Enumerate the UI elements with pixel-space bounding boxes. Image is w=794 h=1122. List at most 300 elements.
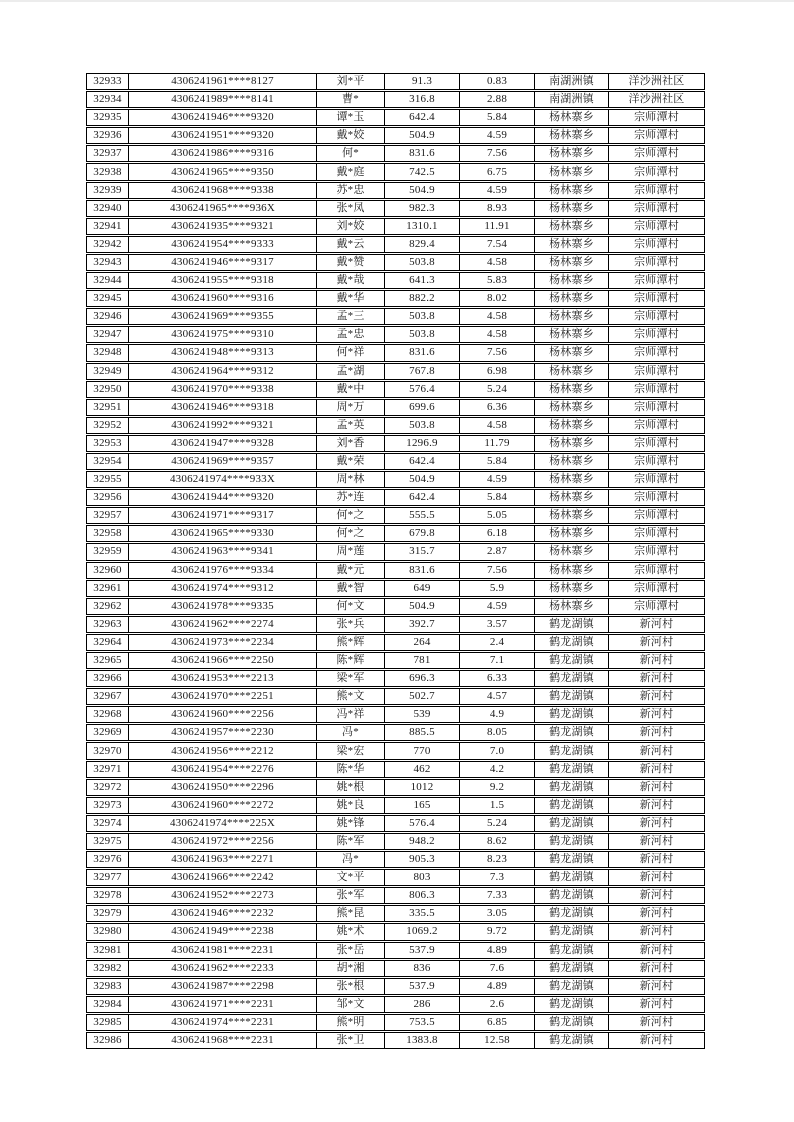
cell-amount: 831.6 (384, 345, 459, 360)
cell-village: 新河村 (608, 671, 704, 686)
cell-secondary-amount: 6.85 (459, 1015, 534, 1030)
cell-serial-number: 32963 (93, 617, 122, 630)
cell-amount: 503.8 (384, 309, 459, 324)
cell-masked-name: 戴*华 (316, 291, 384, 306)
cell-masked-id-number: 4306241981****2231 (128, 943, 316, 958)
cell-serial-number: 32956 (93, 491, 122, 504)
cell-township: 鹤龙湖镇 (534, 997, 608, 1012)
cell-amount: 504.9 (384, 128, 459, 143)
table-row (86, 779, 705, 796)
cell-village: 新河村 (608, 924, 704, 939)
cell-township: 鹤龙湖镇 (534, 852, 608, 867)
cell-masked-id-number: 4306241950****2296 (128, 780, 316, 795)
cell-amount: 1310.1 (384, 219, 459, 234)
cell-serial-number: 32951 (93, 400, 122, 413)
cell-village: 宗师潭村 (608, 237, 704, 252)
cell-masked-name: 何*文 (316, 599, 384, 614)
cell-masked-id-number: 4306241974****225X (128, 816, 316, 831)
cell-masked-id-number: 4306241973****2234 (128, 635, 316, 650)
table-row (86, 218, 705, 235)
cell-village: 宗师潭村 (608, 581, 704, 596)
cell-village: 新河村 (608, 689, 704, 704)
table-row (86, 163, 705, 180)
cell-masked-id-number: 4306241960****9316 (128, 291, 316, 306)
cell-township: 鹤龙湖镇 (534, 906, 608, 921)
cell-secondary-amount: 4.59 (459, 183, 534, 198)
cell-serial-number: 32975 (93, 834, 122, 847)
cell-masked-id-number: 4306241971****9317 (128, 508, 316, 523)
table-row (86, 453, 705, 470)
cell-masked-name: 张*兵 (316, 617, 384, 632)
cell-masked-name: 冯*祥 (316, 707, 384, 722)
cell-village: 新河村 (608, 906, 704, 921)
cell-secondary-amount: 4.89 (459, 943, 534, 958)
cell-masked-id-number: 4306241951****9320 (128, 128, 316, 143)
cell-serial-number: 32948 (93, 346, 122, 359)
cell-secondary-amount: 4.59 (459, 128, 534, 143)
cell-township: 鹤龙湖镇 (534, 707, 608, 722)
cell-masked-name: 戴*元 (316, 563, 384, 578)
cell-masked-name: 陈*军 (316, 834, 384, 849)
cell-serial-number: 32942 (93, 237, 122, 250)
cell-serial-number: 32933 (93, 75, 122, 88)
cell-village: 宗师潭村 (608, 219, 704, 234)
cell-township: 鹤龙湖镇 (534, 743, 608, 758)
table-row (86, 942, 705, 959)
cell-serial-number: 32935 (93, 111, 122, 124)
cell-masked-id-number: 4306241948****9313 (128, 345, 316, 360)
cell-masked-id-number: 4306241946****9320 (128, 110, 316, 125)
cell-secondary-amount: 8.05 (459, 725, 534, 740)
cell-secondary-amount: 8.02 (459, 291, 534, 306)
cell-township: 鹤龙湖镇 (534, 617, 608, 632)
cell-township: 杨林寨乡 (534, 255, 608, 270)
cell-masked-name: 何*之 (316, 508, 384, 523)
cell-village: 新河村 (608, 780, 704, 795)
table-row (86, 1014, 705, 1031)
table-row (86, 326, 705, 343)
cell-amount: 642.4 (384, 490, 459, 505)
table-row (86, 127, 705, 144)
cell-masked-id-number: 4306241989****8141 (128, 92, 316, 107)
table-row (86, 851, 705, 868)
cell-masked-name: 谭*玉 (316, 110, 384, 125)
cell-masked-name: 姚*锋 (316, 816, 384, 831)
table-row (86, 471, 705, 488)
cell-village: 新河村 (608, 617, 704, 632)
cell-masked-name: 苏*忠 (316, 183, 384, 198)
cell-amount: 539 (384, 707, 459, 722)
cell-masked-name: 何*之 (316, 526, 384, 541)
cell-township: 鹤龙湖镇 (534, 653, 608, 668)
cell-village: 宗师潭村 (608, 146, 704, 161)
cell-masked-name: 张*岳 (316, 943, 384, 958)
cell-serial-number: 32955 (93, 473, 122, 486)
cell-serial-number: 32976 (93, 853, 122, 866)
cell-secondary-amount: 3.57 (459, 617, 534, 632)
cell-serial-number: 32986 (93, 1034, 122, 1047)
cell-masked-name: 孟*三 (316, 309, 384, 324)
cell-village: 新河村 (608, 943, 704, 958)
cell-secondary-amount: 7.3 (459, 870, 534, 885)
cell-serial-number: 32982 (93, 961, 122, 974)
cell-township: 杨林寨乡 (534, 364, 608, 379)
cell-village: 新河村 (608, 870, 704, 885)
cell-masked-name: 刘*平 (316, 74, 384, 89)
table-row (86, 290, 705, 307)
cell-township: 杨林寨乡 (534, 418, 608, 433)
cell-masked-name: 戴*中 (316, 382, 384, 397)
cell-masked-id-number: 4306241954****9333 (128, 237, 316, 252)
cell-secondary-amount: 7.6 (459, 961, 534, 976)
cell-township: 杨林寨乡 (534, 219, 608, 234)
cell-village: 新河村 (608, 743, 704, 758)
table-row (86, 996, 705, 1013)
cell-amount: 767.8 (384, 364, 459, 379)
cell-secondary-amount: 5.9 (459, 581, 534, 596)
cell-masked-name: 陈*华 (316, 762, 384, 777)
table-row (86, 978, 705, 995)
cell-serial-number: 32952 (93, 418, 122, 431)
table-row (86, 652, 705, 669)
cell-amount: 504.9 (384, 472, 459, 487)
cell-serial-number: 32939 (93, 183, 122, 196)
cell-masked-id-number: 4306241965****9330 (128, 526, 316, 541)
cell-masked-name: 张*卫 (316, 1033, 384, 1048)
cell-township: 杨林寨乡 (534, 345, 608, 360)
cell-masked-id-number: 4306241946****9317 (128, 255, 316, 270)
cell-amount: 803 (384, 870, 459, 885)
cell-serial-number: 32970 (93, 744, 122, 757)
cell-village: 宗师潭村 (608, 472, 704, 487)
table-row (86, 344, 705, 361)
cell-masked-id-number: 4306241970****2251 (128, 689, 316, 704)
cell-amount: 537.9 (384, 943, 459, 958)
cell-village: 新河村 (608, 635, 704, 650)
cell-village: 新河村 (608, 961, 704, 976)
cell-serial-number: 32984 (93, 997, 122, 1010)
cell-village: 新河村 (608, 798, 704, 813)
cell-township: 鹤龙湖镇 (534, 635, 608, 650)
cell-masked-id-number: 4306241968****2231 (128, 1033, 316, 1048)
cell-masked-name: 周*林 (316, 472, 384, 487)
table-row (86, 236, 705, 253)
cell-village: 宗师潭村 (608, 508, 704, 523)
cell-masked-id-number: 4306241966****2242 (128, 870, 316, 885)
cell-masked-id-number: 4306241949****2238 (128, 924, 316, 939)
cell-masked-name: 戴*云 (316, 237, 384, 252)
cell-village: 宗师潭村 (608, 454, 704, 469)
cell-masked-name: 戴*荣 (316, 454, 384, 469)
cell-masked-id-number: 4306241935****9321 (128, 219, 316, 234)
cell-township: 杨林寨乡 (534, 183, 608, 198)
cell-masked-id-number: 4306241966****2250 (128, 653, 316, 668)
cell-masked-name: 张*凤 (316, 201, 384, 216)
cell-village: 洋沙洲社区 (608, 92, 704, 107)
cell-masked-name: 周*万 (316, 400, 384, 415)
cell-township: 杨林寨乡 (534, 327, 608, 342)
cell-amount: 806.3 (384, 888, 459, 903)
table-row (86, 308, 705, 325)
cell-masked-id-number: 4306241992****9321 (128, 418, 316, 433)
cell-secondary-amount: 7.1 (459, 653, 534, 668)
cell-serial-number: 32947 (93, 328, 122, 341)
cell-township: 杨林寨乡 (534, 563, 608, 578)
cell-amount: 165 (384, 798, 459, 813)
cell-secondary-amount: 6.98 (459, 364, 534, 379)
table-row (86, 254, 705, 271)
cell-amount: 315.7 (384, 544, 459, 559)
cell-amount: 503.8 (384, 255, 459, 270)
cell-masked-id-number: 4306241965****9350 (128, 164, 316, 179)
table-row (86, 543, 705, 560)
records-table (86, 73, 705, 1049)
cell-masked-name: 刘*姣 (316, 219, 384, 234)
cell-village: 宗师潭村 (608, 273, 704, 288)
cell-village: 宗师潭村 (608, 599, 704, 614)
cell-amount: 502.7 (384, 689, 459, 704)
cell-masked-name: 梁*军 (316, 671, 384, 686)
table-row (86, 960, 705, 977)
table-row (86, 724, 705, 741)
cell-masked-name: 梁*宏 (316, 743, 384, 758)
table-row (86, 905, 705, 922)
cell-serial-number: 32966 (93, 672, 122, 685)
cell-serial-number: 32962 (93, 599, 122, 612)
cell-amount: 555.5 (384, 508, 459, 523)
cell-serial-number: 32977 (93, 871, 122, 884)
cell-masked-name: 冯* (316, 725, 384, 740)
table-row (86, 507, 705, 524)
table-row (86, 634, 705, 651)
cell-amount: 1012 (384, 780, 459, 795)
cell-secondary-amount: 6.36 (459, 400, 534, 415)
cell-village: 宗师潭村 (608, 183, 704, 198)
cell-township: 杨林寨乡 (534, 544, 608, 559)
cell-village: 宗师潭村 (608, 436, 704, 451)
cell-serial-number: 32973 (93, 798, 122, 811)
cell-village: 宗师潭村 (608, 201, 704, 216)
table-row (86, 489, 705, 506)
cell-secondary-amount: 4.89 (459, 979, 534, 994)
cell-village: 新河村 (608, 816, 704, 831)
cell-amount: 829.4 (384, 237, 459, 252)
table-row (86, 363, 705, 380)
table-row (86, 887, 705, 904)
cell-village: 宗师潭村 (608, 544, 704, 559)
cell-secondary-amount: 7.56 (459, 146, 534, 161)
cell-serial-number: 32957 (93, 509, 122, 522)
cell-township: 杨林寨乡 (534, 146, 608, 161)
cell-secondary-amount: 12.58 (459, 1033, 534, 1048)
cell-township: 杨林寨乡 (534, 382, 608, 397)
cell-amount: 576.4 (384, 816, 459, 831)
cell-township: 杨林寨乡 (534, 581, 608, 596)
cell-township: 杨林寨乡 (534, 291, 608, 306)
cell-village: 宗师潭村 (608, 526, 704, 541)
cell-village: 宗师潭村 (608, 364, 704, 379)
table-row (86, 200, 705, 217)
cell-township: 鹤龙湖镇 (534, 816, 608, 831)
cell-masked-id-number: 4306241972****2256 (128, 834, 316, 849)
cell-amount: 770 (384, 743, 459, 758)
cell-secondary-amount: 5.24 (459, 816, 534, 831)
cell-secondary-amount: 5.84 (459, 454, 534, 469)
table-row (86, 706, 705, 723)
cell-amount: 286 (384, 997, 459, 1012)
cell-serial-number: 32974 (93, 816, 122, 829)
table-row (86, 562, 705, 579)
cell-secondary-amount: 0.83 (459, 74, 534, 89)
table-row (86, 435, 705, 452)
cell-masked-name: 冯* (316, 852, 384, 867)
cell-serial-number: 32985 (93, 1015, 122, 1028)
cell-masked-id-number: 4306241974****2231 (128, 1015, 316, 1030)
table-row (86, 815, 705, 832)
cell-township: 杨林寨乡 (534, 454, 608, 469)
cell-masked-id-number: 4306241954****2276 (128, 762, 316, 777)
cell-masked-id-number: 4306241960****2272 (128, 798, 316, 813)
cell-secondary-amount: 4.58 (459, 255, 534, 270)
cell-village: 宗师潭村 (608, 128, 704, 143)
cell-masked-name: 熊*昆 (316, 906, 384, 921)
cell-masked-name: 戴*赞 (316, 255, 384, 270)
cell-amount: 649 (384, 581, 459, 596)
cell-masked-id-number: 4306241975****9310 (128, 327, 316, 342)
cell-masked-name: 文*平 (316, 870, 384, 885)
cell-amount: 264 (384, 635, 459, 650)
cell-township: 杨林寨乡 (534, 436, 608, 451)
cell-township: 鹤龙湖镇 (534, 798, 608, 813)
table-row (86, 145, 705, 162)
cell-masked-id-number: 4306241961****8127 (128, 74, 316, 89)
table-row (86, 399, 705, 416)
table-row (86, 580, 705, 597)
cell-village: 新河村 (608, 888, 704, 903)
cell-serial-number: 32971 (93, 762, 122, 775)
cell-secondary-amount: 6.18 (459, 526, 534, 541)
cell-masked-name: 姚*术 (316, 924, 384, 939)
cell-village: 宗师潭村 (608, 490, 704, 505)
table-row (86, 688, 705, 705)
cell-serial-number: 32969 (93, 726, 122, 739)
cell-serial-number: 32953 (93, 436, 122, 449)
cell-serial-number: 32937 (93, 147, 122, 160)
cell-township: 杨林寨乡 (534, 490, 608, 505)
cell-serial-number: 32965 (93, 654, 122, 667)
cell-amount: 699.6 (384, 400, 459, 415)
cell-serial-number: 32978 (93, 889, 122, 902)
cell-secondary-amount: 7.56 (459, 345, 534, 360)
cell-masked-name: 戴*智 (316, 581, 384, 596)
table-row (86, 598, 705, 615)
cell-masked-id-number: 4306241963****2271 (128, 852, 316, 867)
cell-amount: 753.5 (384, 1015, 459, 1030)
cell-serial-number: 32941 (93, 219, 122, 232)
cell-secondary-amount: 2.4 (459, 635, 534, 650)
cell-township: 杨林寨乡 (534, 526, 608, 541)
cell-masked-id-number: 4306241971****2231 (128, 997, 316, 1012)
cell-serial-number: 32981 (93, 943, 122, 956)
cell-township: 杨林寨乡 (534, 201, 608, 216)
cell-masked-name: 孟*忠 (316, 327, 384, 342)
table-row (86, 616, 705, 633)
cell-village: 宗师潭村 (608, 309, 704, 324)
cell-township: 南湖洲镇 (534, 74, 608, 89)
cell-serial-number: 32964 (93, 635, 122, 648)
cell-township: 杨林寨乡 (534, 309, 608, 324)
cell-secondary-amount: 2.6 (459, 997, 534, 1012)
cell-township: 鹤龙湖镇 (534, 671, 608, 686)
cell-amount: 1383.8 (384, 1033, 459, 1048)
cell-masked-name: 熊*文 (316, 689, 384, 704)
cell-amount: 831.6 (384, 146, 459, 161)
cell-masked-name: 姚*根 (316, 780, 384, 795)
cell-village: 新河村 (608, 707, 704, 722)
cell-masked-id-number: 4306241970****9338 (128, 382, 316, 397)
cell-serial-number: 32983 (93, 979, 122, 992)
cell-village: 宗师潭村 (608, 164, 704, 179)
cell-serial-number: 32980 (93, 925, 122, 938)
cell-township: 南湖洲镇 (534, 92, 608, 107)
table-row (86, 742, 705, 759)
cell-serial-number: 32954 (93, 455, 122, 468)
cell-amount: 905.3 (384, 852, 459, 867)
cell-masked-id-number: 4306241974****9312 (128, 581, 316, 596)
cell-village: 新河村 (608, 997, 704, 1012)
cell-secondary-amount: 5.05 (459, 508, 534, 523)
cell-secondary-amount: 4.59 (459, 599, 534, 614)
cell-village: 宗师潭村 (608, 382, 704, 397)
cell-village: 新河村 (608, 979, 704, 994)
cell-amount: 504.9 (384, 183, 459, 198)
cell-masked-id-number: 4306241953****2213 (128, 671, 316, 686)
cell-village: 新河村 (608, 762, 704, 777)
cell-masked-name: 周*莲 (316, 544, 384, 559)
cell-masked-name: 陈*辉 (316, 653, 384, 668)
cell-serial-number: 32938 (93, 165, 122, 178)
cell-secondary-amount: 5.24 (459, 382, 534, 397)
cell-secondary-amount: 6.75 (459, 164, 534, 179)
cell-amount: 1296.9 (384, 436, 459, 451)
table-row (86, 761, 705, 778)
table-row (86, 869, 705, 886)
cell-serial-number: 32958 (93, 527, 122, 540)
cell-masked-name: 姚*良 (316, 798, 384, 813)
cell-serial-number: 32936 (93, 129, 122, 142)
cell-masked-id-number: 4306241946****2232 (128, 906, 316, 921)
cell-village: 新河村 (608, 852, 704, 867)
cell-secondary-amount: 11.79 (459, 436, 534, 451)
cell-masked-id-number: 4306241963****9341 (128, 544, 316, 559)
cell-township: 鹤龙湖镇 (534, 780, 608, 795)
cell-masked-name: 何*祥 (316, 345, 384, 360)
cell-village: 宗师潭村 (608, 345, 704, 360)
cell-township: 鹤龙湖镇 (534, 834, 608, 849)
cell-amount: 982.3 (384, 201, 459, 216)
cell-township: 鹤龙湖镇 (534, 870, 608, 885)
cell-masked-id-number: 4306241969****9355 (128, 309, 316, 324)
cell-masked-id-number: 4306241976****9334 (128, 563, 316, 578)
cell-secondary-amount: 11.91 (459, 219, 534, 234)
cell-township: 鹤龙湖镇 (534, 762, 608, 777)
cell-secondary-amount: 8.62 (459, 834, 534, 849)
cell-amount: 537.9 (384, 979, 459, 994)
table-row (86, 182, 705, 199)
cell-township: 杨林寨乡 (534, 400, 608, 415)
cell-secondary-amount: 5.84 (459, 110, 534, 125)
cell-village: 宗师潭村 (608, 563, 704, 578)
